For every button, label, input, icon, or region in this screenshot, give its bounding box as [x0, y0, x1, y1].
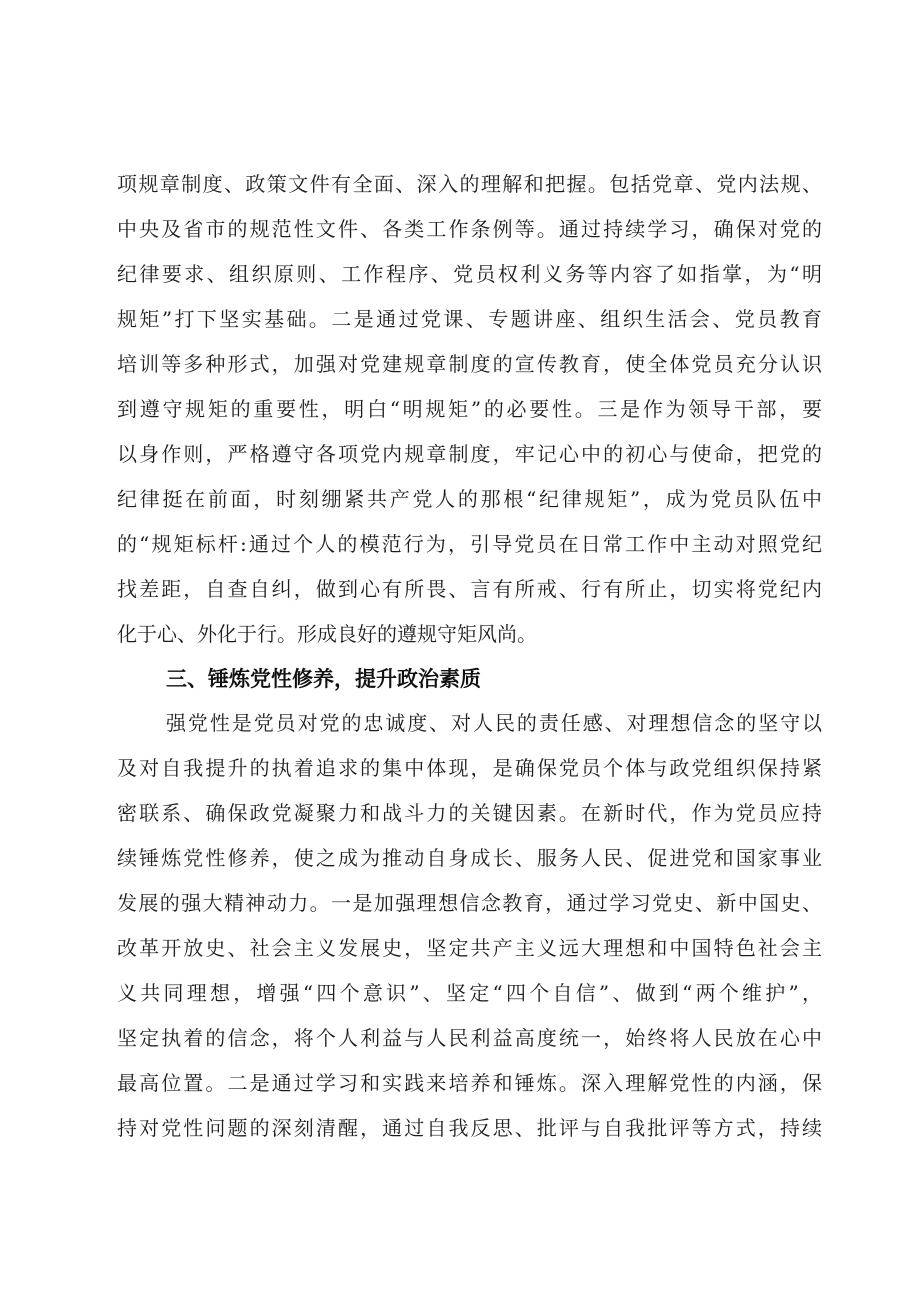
- body-text-line: 发展的强大精神动力。一是加强理想信念教育，通过学习党史、新中国史、: [117, 891, 822, 915]
- section-heading: 三、锤炼党性修养，提升政治素质: [166, 667, 481, 691]
- body-text-line: 续锤炼党性修养，使之成为推动自身成长、服务人民、促进党和国家事业: [117, 846, 822, 870]
- body-text-line: 持对党性问题的深刻清醒，通过自我反思、批评与自我批评等方式，持续: [117, 1116, 822, 1140]
- body-text-line: 的“规矩标杆:通过个人的模范行为，引导党员在日常工作中主动对照党纪: [117, 532, 822, 556]
- body-text-line: 到遵守规矩的重要性，明白“明规矩”的必要性。三是作为领导干部，要: [117, 397, 822, 421]
- body-text-line: 找差距，自查自纠，做到心有所畏、言有所戒、行有所止，切实将党纪内: [117, 577, 822, 601]
- body-text-line: 改革开放史、社会主义发展史，坚定共产主义远大理想和中国特色社会主: [117, 936, 822, 960]
- body-text-line: 培训等多种形式，加强对党建规章制度的宣传教育，使全体党员充分认识: [117, 352, 822, 376]
- body-text-line: 纪律要求、组织原则、工作程序、党员权利义务等内容了如指掌，为“明: [117, 262, 822, 286]
- body-text-line: 纪律挺在前面，时刻绷紧共产党人的那根“纪律规矩”，成为党员队伍中: [117, 487, 822, 511]
- body-text-line: 最高位置。二是通过学习和实践来培养和锤炼。深入理解党性的内涵，保: [117, 1071, 822, 1095]
- body-text-line: 项规章制度、政策文件有全面、深入的理解和把握。包括党章、党内法规、: [117, 172, 822, 196]
- body-text-line: 中央及省市的规范性文件、各类工作条例等。通过持续学习，确保对党的: [117, 217, 822, 241]
- body-text-line: 坚定执着的信念，将个人利益与人民利益高度统一，始终将人民放在心中: [117, 1026, 822, 1050]
- body-text-line: 规矩”打下坚实基础。二是通过党课、专题讲座、组织生活会、党员教育: [117, 307, 822, 331]
- body-text-line: 义共同理想，增强“四个意识”、坚定“四个自信”、做到“两个维护”，: [117, 981, 822, 1005]
- body-text-line: 及对自我提升的执着追求的集中体现，是确保党员个体与政党组织保持紧: [117, 756, 822, 780]
- body-text-line: 密联系、确保政党凝聚力和战斗力的关键因素。在新时代，作为党员应持: [117, 801, 822, 825]
- body-text-line: 化于心、外化于行。形成良好的遵规守矩风尚。: [117, 622, 537, 646]
- body-text-line: 以身作则，严格遵守各项党内规章制度，牢记心中的初心与使命，把党的: [117, 442, 822, 466]
- body-text-line: 强党性是党员对党的忠诚度、对人民的责任感、对理想信念的坚守以: [166, 711, 822, 735]
